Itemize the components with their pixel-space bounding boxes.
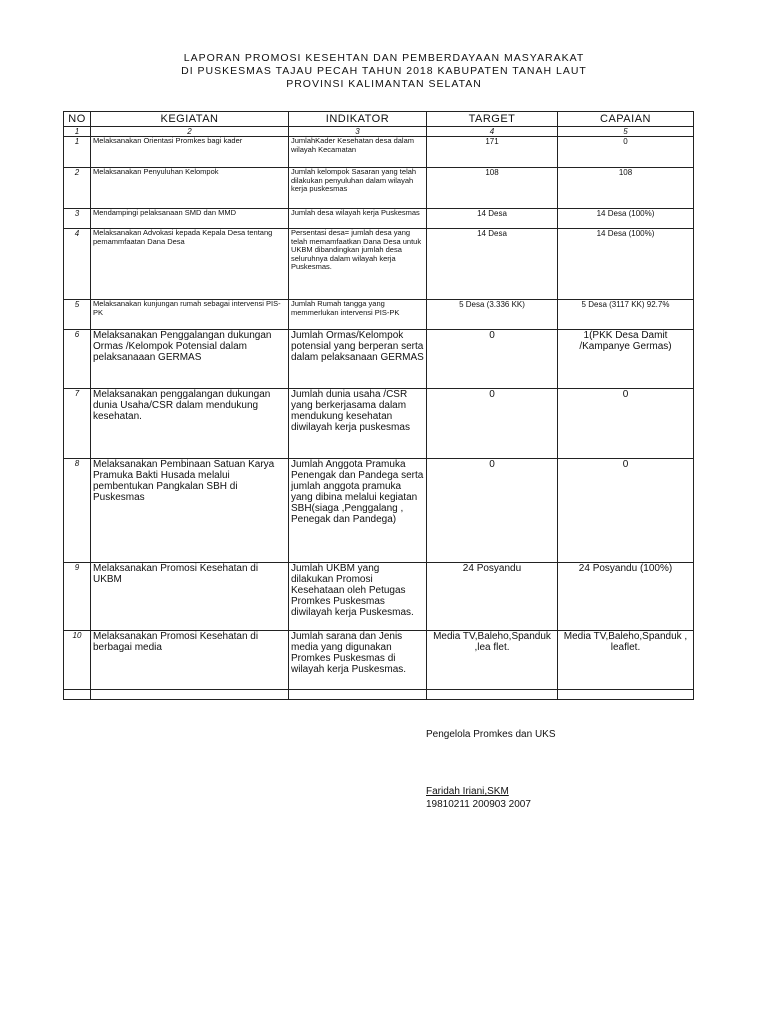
empty-cell bbox=[427, 690, 558, 700]
row-no: 8 bbox=[64, 459, 91, 563]
table-row bbox=[64, 563, 694, 631]
row-kegiatan: Melaksanakan Penggalangan dukungan Ormas /Kelompok Potensial dalam pelaksanaaan GERMAS bbox=[91, 330, 289, 389]
row-target: 14 Desa bbox=[427, 229, 558, 300]
header-kegiatan: KEGIATAN bbox=[91, 112, 289, 127]
row-indikator: Jumlah Rumah tangga yang memmerlukan intervensi PIS-PK bbox=[289, 300, 427, 330]
row-capaian: 0 bbox=[558, 137, 694, 168]
row-capaian: 24 Posyandu (100%) bbox=[558, 563, 694, 631]
empty-cell bbox=[289, 690, 427, 700]
row-kegiatan: Mendampingi pelaksanaan SMD dan MMD bbox=[91, 209, 289, 229]
row-indikator: Jumlah Ormas/Kelompok potensial yang berperan serta dalam pelaksanaan GERMAS bbox=[289, 330, 427, 389]
row-no: 2 bbox=[64, 168, 91, 209]
row-no: 10 bbox=[64, 631, 91, 690]
empty-cell bbox=[558, 690, 694, 700]
row-target: 108 bbox=[427, 168, 558, 209]
table-row bbox=[64, 631, 694, 690]
empty-cell bbox=[64, 690, 91, 700]
column-number-row bbox=[64, 127, 694, 137]
row-no: 4 bbox=[64, 229, 91, 300]
header-indikator: INDIKATOR bbox=[289, 112, 427, 127]
row-indikator: Persentasi desa= jumlah desa yang telah memamfaatkan Dana Desa untuk UKBM dibandingkan jumlah desa seluruhnya dalam wilayah kerja Puskesmas. bbox=[289, 229, 427, 300]
row-indikator: Jumlah dunia usaha /CSR yang berkerjasama dalam mendukung kesehatan diwilayah kerja puskesmas bbox=[289, 389, 427, 459]
row-capaian: 14 Desa (100%) bbox=[558, 209, 694, 229]
signature-nip: 19810211 200903 2007 bbox=[426, 799, 531, 810]
title-line-1: LAPORAN PROMOSI KESEHTAN DAN PEMBERDAYAAN MASYARAKAT bbox=[183, 52, 585, 64]
signature-role: Pengelola Promkes dan UKS bbox=[426, 729, 556, 740]
row-indikator: Jumlah UKBM yang dilakukan Promosi Kesehataan oleh Petugas Promkes Puskesmas diwilayah kerja Puskesmas. bbox=[289, 563, 427, 631]
title-line-2: DI PUSKESMAS TAJAU PECAH TAHUN 2018 KABUPATEN TANAH LAUT bbox=[181, 65, 587, 77]
row-target: 5 Desa (3.336 KK) bbox=[427, 300, 558, 330]
row-indikator: Jumlah desa wilayah kerja Puskesmas bbox=[289, 209, 427, 229]
row-no: 3 bbox=[64, 209, 91, 229]
row-kegiatan: Melaksanakan penggalangan dukungan dunia Usaha/CSR dalam mendukung kesehatan. bbox=[91, 389, 289, 459]
row-capaian: 108 bbox=[558, 168, 694, 209]
table-row bbox=[64, 168, 694, 209]
table-row bbox=[64, 229, 694, 300]
row-indikator: Jumlah Anggota Pramuka Penengak dan Pandega serta jumlah anggota pramuka yang dibina melalui kegiatan SBH(siaga ,Penggalang , Penegak dan Pandega) bbox=[289, 459, 427, 563]
column-number: 2 bbox=[91, 127, 289, 137]
row-indikator: Jumlah sarana dan Jenis media yang digunakan Promkes Puskesmas di wilayah kerja Puskesmas. bbox=[289, 631, 427, 690]
signature-name: Faridah Iriani,SKM bbox=[426, 786, 509, 797]
row-kegiatan: Melaksanakan kunjungan rumah sebagai intervensi PIS-PK bbox=[91, 300, 289, 330]
row-no: 5 bbox=[64, 300, 91, 330]
header-no: NO bbox=[64, 112, 91, 127]
table-row bbox=[64, 209, 694, 229]
table-row bbox=[64, 459, 694, 563]
row-indikator: Jumlah kelompok Sasaran yang telah dilakukan penyuluhan dalam wilayah kerja puskesmas bbox=[289, 168, 427, 209]
column-number: 1 bbox=[64, 127, 91, 137]
column-number: 3 bbox=[289, 127, 427, 137]
row-kegiatan: Melaksanakan Pembinaan Satuan Karya Pramuka Bakti Husada melalui pembentukan Pangkalan SBH di Puskesmas bbox=[91, 459, 289, 563]
row-capaian: 5 Desa (3117 KK) 92.7% bbox=[558, 300, 694, 330]
row-indikator: JumlahKader Kesehatan desa dalam wilayah Kecamatan bbox=[289, 137, 427, 168]
column-number: 5 bbox=[558, 127, 694, 137]
table-row bbox=[64, 389, 694, 459]
row-target: 24 Posyandu bbox=[427, 563, 558, 631]
table-row bbox=[64, 300, 694, 330]
row-target: 14 Desa bbox=[427, 209, 558, 229]
row-target: Media TV,Baleho,Spanduk ,lea flet. bbox=[427, 631, 558, 690]
table-header-row bbox=[64, 112, 694, 127]
row-capaian: 0 bbox=[558, 459, 694, 563]
table-row bbox=[64, 330, 694, 389]
row-target: 171 bbox=[427, 137, 558, 168]
header-capaian: CAPAIAN bbox=[558, 112, 694, 127]
row-target: 0 bbox=[427, 459, 558, 563]
empty-cell bbox=[91, 690, 289, 700]
row-no: 9 bbox=[64, 563, 91, 631]
title-line-3: PROVINSI KALIMANTAN SELATAN bbox=[286, 78, 482, 90]
table-row bbox=[64, 137, 694, 168]
report-table bbox=[63, 111, 694, 700]
row-capaian: 14 Desa (100%) bbox=[558, 229, 694, 300]
row-capaian: 0 bbox=[558, 389, 694, 459]
row-kegiatan: Melaksanakan Penyuluhan Kelompok bbox=[91, 168, 289, 209]
row-no: 1 bbox=[64, 137, 91, 168]
table-row-empty bbox=[64, 690, 694, 700]
header-target: TARGET bbox=[427, 112, 558, 127]
row-capaian: 1(PKK Desa Damit /Kampanye Germas) bbox=[558, 330, 694, 389]
row-target: 0 bbox=[427, 389, 558, 459]
row-capaian: Media TV,Baleho,Spanduk , leaflet. bbox=[558, 631, 694, 690]
column-number: 4 bbox=[427, 127, 558, 137]
row-kegiatan: Melaksanakan Promosi Kesehatan di UKBM bbox=[91, 563, 289, 631]
report-title bbox=[0, 52, 768, 91]
row-no: 6 bbox=[64, 330, 91, 389]
row-kegiatan: Melaksanakan Orientasi Promkes bagi kader bbox=[91, 137, 289, 168]
row-kegiatan: Melaksanakan Advokasi kepada Kepala Desa tentang pemammfaatan Dana Desa bbox=[91, 229, 289, 300]
row-target: 0 bbox=[427, 330, 558, 389]
row-no: 7 bbox=[64, 389, 91, 459]
row-kegiatan: Melaksanakan Promosi Kesehatan di berbagai media bbox=[91, 631, 289, 690]
